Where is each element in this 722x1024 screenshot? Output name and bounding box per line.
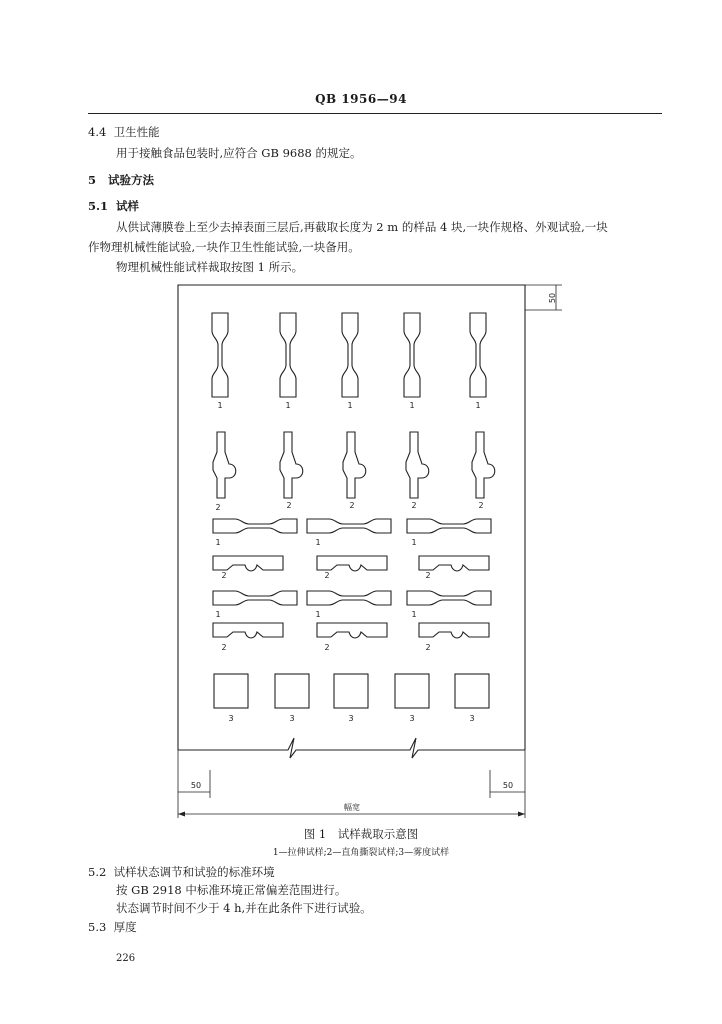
label-1: 1	[215, 538, 221, 547]
label-3: 3	[469, 714, 475, 723]
haze-specimen	[455, 674, 489, 708]
label-3: 3	[289, 714, 295, 723]
break-line	[178, 738, 525, 758]
haze-specimen	[395, 674, 429, 708]
label-2: 2	[221, 643, 227, 652]
haze-specimen	[214, 674, 248, 708]
label-2: 2	[324, 643, 330, 652]
label-3: 3	[228, 714, 234, 723]
label-1: 1	[217, 401, 223, 410]
section-title: 试样	[116, 199, 140, 213]
tear-specimen-horizontal	[317, 556, 387, 571]
tear-specimen-horizontal	[213, 623, 283, 638]
tear-specimen-vertical	[406, 432, 429, 498]
label-2: 2	[286, 501, 292, 510]
dim-left-label: 50	[190, 781, 202, 790]
section-number: 4.4	[88, 125, 107, 139]
section-5-1-heading	[88, 198, 139, 214]
figure-caption: 图 1 试样裁取示意图	[303, 827, 419, 841]
label-2: 2	[425, 571, 431, 580]
section-4-4-body: 用于接触食品包装时,应符合 GB 9688 的规定。	[116, 146, 362, 160]
label-1: 1	[347, 401, 353, 410]
section-title: 试验方法	[108, 173, 155, 187]
label-2: 2	[215, 503, 221, 512]
label-1: 1	[411, 610, 417, 619]
section-5-2-heading	[88, 864, 275, 880]
tensile-specimen-vertical	[470, 313, 486, 397]
tear-specimen-horizontal	[213, 556, 283, 571]
section-5-2-line2: 状态调节时间不少于 4 h,并在此条件下进行试验。	[116, 901, 372, 915]
section-5-2-line1: 按 GB 2918 中标准环境正常偏差范围进行。	[116, 883, 347, 897]
tensile-specimen-vertical	[280, 313, 296, 397]
label-1: 1	[315, 538, 321, 547]
tensile-specimen-vertical	[404, 313, 420, 397]
section-5-heading	[88, 172, 154, 188]
section-number: 5	[88, 173, 97, 187]
dim-top-label: 50	[548, 292, 557, 304]
tear-specimen-horizontal	[419, 556, 489, 571]
label-2: 2	[349, 501, 355, 510]
header-rule	[88, 113, 662, 114]
label-2: 2	[221, 571, 227, 580]
section-5-1-line3: 物理机械性能试样裁取按图 1 所示。	[116, 260, 304, 274]
width-label: 幅宽	[344, 803, 360, 812]
tear-specimen-vertical	[472, 432, 495, 498]
section-5-1-line1: 从供试薄膜卷上至少去掉表面三层后,再截取长度为 2 m 的样品 4 块,一块作规格、外观试验,一块	[116, 220, 608, 234]
section-title: 厚度	[113, 920, 137, 934]
label-2: 2	[324, 571, 330, 580]
tensile-specimen-horizontal	[213, 519, 297, 533]
tear-specimen-vertical	[213, 432, 236, 498]
section-title: 卫生性能	[113, 125, 160, 139]
label-2: 2	[425, 643, 431, 652]
tensile-specimen-horizontal	[307, 519, 391, 533]
tensile-specimen-horizontal	[407, 519, 491, 533]
label-3: 3	[348, 714, 354, 723]
tensile-specimen-horizontal	[213, 591, 297, 605]
tear-specimen-vertical	[343, 432, 366, 498]
tensile-specimen-horizontal	[407, 591, 491, 605]
figure-legend: 1—拉伸试样;2—直角撕裂试样;3—雾度试样	[272, 848, 450, 858]
tensile-specimen-horizontal	[307, 591, 391, 605]
dim-right-label: 50	[502, 781, 514, 790]
label-2: 2	[478, 501, 484, 510]
section-5-1-line2: 作物理机械性能试验,一块作卫生性能试验,一块备用。	[88, 240, 360, 254]
section-4-4-heading	[88, 124, 160, 140]
label-1: 1	[409, 401, 415, 410]
section-title: 试样状态调节和试验的标准环境	[113, 865, 275, 879]
label-1: 1	[215, 610, 221, 619]
haze-specimen	[275, 674, 309, 708]
page-header: QB 1956—94	[315, 92, 407, 106]
label-1: 1	[285, 401, 291, 410]
section-5-3-heading	[88, 919, 137, 935]
section-number: 5.1	[88, 199, 109, 213]
page-number: 226	[116, 953, 136, 964]
specimen-cutting-diagram	[170, 280, 570, 840]
section-number: 5.2	[88, 865, 107, 879]
tear-specimen-horizontal	[419, 623, 489, 638]
label-1: 1	[411, 538, 417, 547]
tear-specimen-horizontal	[317, 623, 387, 638]
tensile-specimen-vertical	[212, 313, 228, 397]
haze-specimen	[334, 674, 368, 708]
tear-specimen-vertical	[280, 432, 303, 498]
label-3: 3	[409, 714, 415, 723]
label-1: 1	[315, 610, 321, 619]
label-2: 2	[411, 501, 417, 510]
label-1: 1	[475, 401, 481, 410]
section-number: 5.3	[88, 920, 107, 934]
tensile-specimen-vertical	[342, 313, 358, 397]
